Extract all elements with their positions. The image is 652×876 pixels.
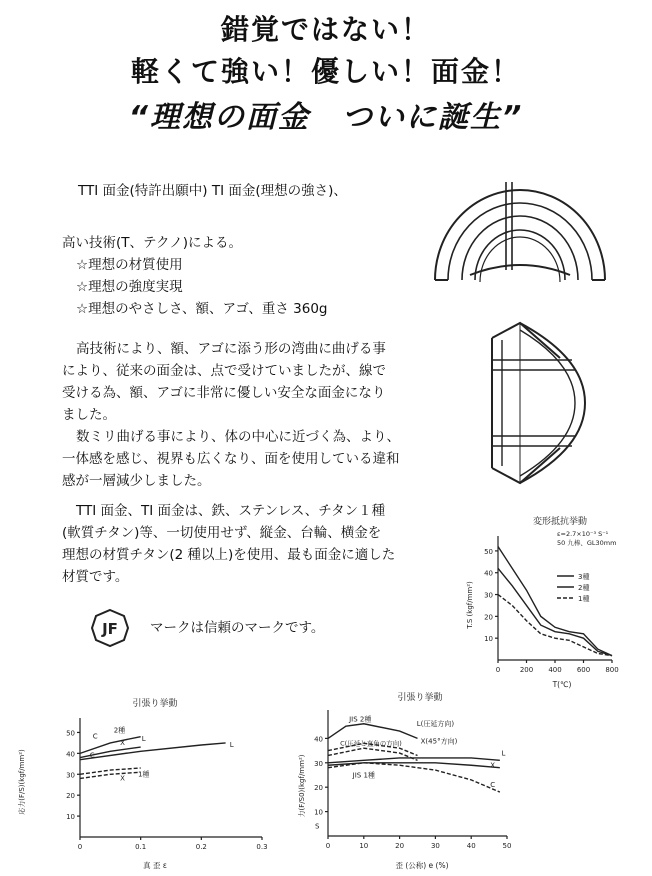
chart2-title: 引張り挙動	[132, 699, 178, 709]
c2-ytick: 10	[66, 813, 75, 822]
bullet-3: ☆理想のやさしさ、額、アゴ、重さ 360g	[76, 301, 328, 317]
c1-ytick: 30	[484, 591, 493, 600]
c2-label-c-1shu: C	[89, 751, 95, 760]
facemask-top-drawing	[430, 170, 610, 300]
c2-xtick: 0.3	[256, 843, 268, 851]
chart-tensile-true-strain	[10, 692, 280, 872]
c1-legend-label: 2種	[578, 584, 590, 592]
body-p3-line-1: TTI 面金、TI 面金は、鉄、ステンレス、チタン１種	[76, 503, 386, 519]
c3-label-s: S	[315, 822, 320, 831]
intro-line-1: TTI 面金(特許出願中) TI 面金(理想の強さ)、	[78, 183, 347, 199]
c2-label-2shu: 2種	[113, 726, 126, 735]
c1-ytick: 20	[484, 613, 493, 622]
body-p2-line-3: 感が一層減少しました。	[62, 473, 211, 489]
c3-ytick: 20	[314, 784, 323, 793]
c3-label-jis1: JIS 1種	[352, 771, 375, 780]
body-p1-line-3: 受ける為、額、アゴに非常に優しい安全な面金になり	[62, 385, 386, 401]
chart1-ylabel: T.S (kgf/mm²)	[466, 581, 474, 629]
c2-label-c: C	[92, 732, 98, 741]
c3-xtick: 10	[359, 842, 369, 850]
c3-label-jis2: JIS 2種	[349, 715, 372, 724]
c3-xtick: 50	[502, 842, 512, 850]
c2-label-1shu: 1種	[137, 770, 150, 779]
bullet-1: ☆理想の材質使用	[76, 257, 183, 273]
mark-text: マークは信頼のマークです。	[150, 620, 325, 636]
chart2-xlabel: 真 歪 ε	[143, 861, 167, 870]
c1-xtick: 800	[605, 666, 619, 674]
c1-xtick: 600	[576, 666, 591, 674]
c3-ytick: 10	[314, 808, 323, 817]
c1-ytick: 10	[484, 635, 493, 644]
c3-ytick: 40	[314, 735, 323, 744]
c3-xtick: 0	[325, 842, 331, 850]
c3-label-l: L	[501, 749, 506, 758]
c2-label-x: X	[120, 739, 125, 747]
c1-legend-label: 1種	[578, 595, 590, 603]
headline-line-2: 軽くて強い！優しい！面金！	[130, 55, 521, 88]
bullet-2: ☆理想の強度実現	[76, 279, 183, 295]
body-p3-line-2: (軟質チタン)等、一切使用せず、縦金、台輪、横金を	[62, 525, 382, 541]
c2-ytick: 30	[66, 771, 75, 780]
intro-line-2: 高い技術(T、テクノ)による。	[62, 235, 242, 251]
c3-series-line	[328, 758, 500, 763]
c3-ytick: 30	[314, 759, 323, 768]
c3-xtick: 20	[395, 842, 405, 850]
c2-label-x-1shu: X	[120, 774, 125, 783]
c1-ytick: 40	[484, 569, 493, 578]
c3-label-c: C	[490, 781, 496, 790]
c1-series-line	[498, 568, 612, 655]
c2-ytick: 40	[66, 750, 75, 759]
c3-xtick: 30	[430, 842, 440, 850]
facemask-side-drawing	[480, 318, 590, 488]
body-p2-line-1: 数ミリ曲げる事により、体の中心に近づく為、より、	[76, 429, 400, 445]
c1-series-line	[498, 547, 612, 656]
body-p3-line-3: 理想の材質チタン(2 種以上)を使用、最も面金に適した	[62, 547, 396, 563]
c2-label-l-end: L	[229, 741, 234, 750]
chart-tensile-nominal-strain	[292, 686, 522, 872]
c2-ytick: 20	[66, 792, 75, 801]
chart1-annotation-2: 50 九棒、GL30mm	[557, 539, 617, 547]
c2-xtick: 0.2	[195, 843, 207, 851]
body-p3-line-4: 材質です。	[62, 569, 129, 585]
chart3-title: 引張り挙動	[397, 693, 443, 703]
body-p1-line-4: ました。	[62, 407, 116, 423]
body-p1-line-1: 高技術により、額、アゴに添う形の湾曲に曲げる事	[76, 341, 386, 357]
c3-label-l-roll: L(圧延方向)	[416, 720, 455, 729]
c2-xtick: 0.1	[135, 843, 147, 851]
c3-xtick: 40	[466, 842, 476, 850]
c3-label-x45: X(45°方向)	[420, 737, 458, 746]
c1-xtick: 200	[519, 666, 534, 674]
chart3-xlabel: 歪 (公称) e (%)	[395, 861, 449, 870]
c3-label-c-perp: C(圧延と直角の方向)	[340, 739, 402, 748]
c1-legend-label: 3種	[578, 573, 590, 581]
c1-xtick: 0	[495, 666, 501, 674]
c2-xtick: 0	[77, 843, 83, 851]
chart1-title: 変形抵抗挙動	[532, 517, 588, 527]
body-p2-line-2: 一体感を感じ、視界も広くなり、面を使用している違和	[62, 451, 400, 467]
jf-mark-symbol: JF	[102, 620, 118, 638]
chart1-annotation-1: ε=2.7×10⁻³ S⁻¹	[557, 530, 609, 538]
headline-line-1: 錯覚ではない！	[220, 13, 431, 46]
jf-mark-icon	[90, 608, 130, 648]
chart2-ylabel: 応力(F/S)(kgf/mm²)	[18, 749, 26, 815]
c3-label-x: X	[490, 761, 496, 770]
c2-ytick: 50	[66, 729, 75, 738]
body-p1-line-2: により、従来の面金は、点で受けていましたが、線で	[62, 363, 386, 379]
c3-series-line	[328, 724, 418, 739]
c1-ytick: 50	[484, 547, 493, 556]
chart-deformation-resistance	[462, 510, 642, 690]
c2-label-l: L	[141, 734, 146, 743]
c1-xtick: 400	[548, 666, 562, 674]
chart1-xlabel: T(℃)	[552, 680, 572, 689]
headline-line-3: “理想の面金 ついに誕生”	[128, 100, 524, 135]
chart3-ylabel: 力(F/S0)(kgf/mm²)	[298, 754, 306, 818]
